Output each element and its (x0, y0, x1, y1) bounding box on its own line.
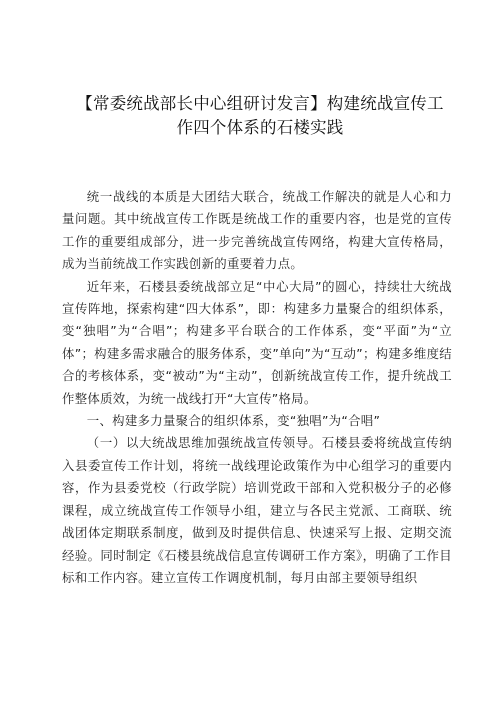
paragraph-section-1-1: （一）以大统战思维加强统战宣传领导。石楼县委将统战宣传纳入县委宣传工作计划，将统一战线理论政策作为中心组学习的重要内容，作为县委党校（行政学院）培训党政干部和入党积极分子的必修课程，成立统战宣传工作领导小组，建立与各民主党派、工商联、统战团体定期联系制度，做到及时提供信息、快速采写上报、定期交流经验。同时制定《石楼县统战信息宣传调研工作方案》，明确了工作目标和工作内容。建立宣传工作调度机制，每月由部主要领导组织 (62, 435, 452, 585)
title-line-1: 【常委统战部长中心组研讨发言】构建统战宣传工 (76, 94, 444, 113)
paragraph-overview: 近年来，石楼县委统战部立足“中心大局”的圆心，持续壮大统战宣传阵地，探索构建“四大体系”，即：构建多力量聚合的组织体系，变“独唱”为“合唱”；构建多平台联合的工作体系，变“平面”为“立体”；构建多需求融合的服务体系，变”单向”为“互动”；构建多维度结合的考核体系，变“被动”为“主动”，创新统战宣传工作，提升统战工作整体质效，为统一战线打开“大宣传”格局。 (62, 278, 452, 406)
title-line-2: 作四个体系的石楼实践 (176, 118, 344, 137)
document-title (70, 92, 450, 140)
section-heading-1: 一、构建多力量聚合的组织体系，变“独唱”为“合唱” (86, 413, 381, 429)
document-body (62, 186, 452, 589)
paragraph-intro: 统一战线的本质是大团结大联合，统战工作解决的就是人心和力量问题。其中统战宣传工作既是统战工作的重要内容，也是党的宣传工作的重要组成部分，进一步完善统战宣传网络，构建大宣传格局，成为当前统战工作实践创新的重要着力点。 (62, 189, 452, 272)
